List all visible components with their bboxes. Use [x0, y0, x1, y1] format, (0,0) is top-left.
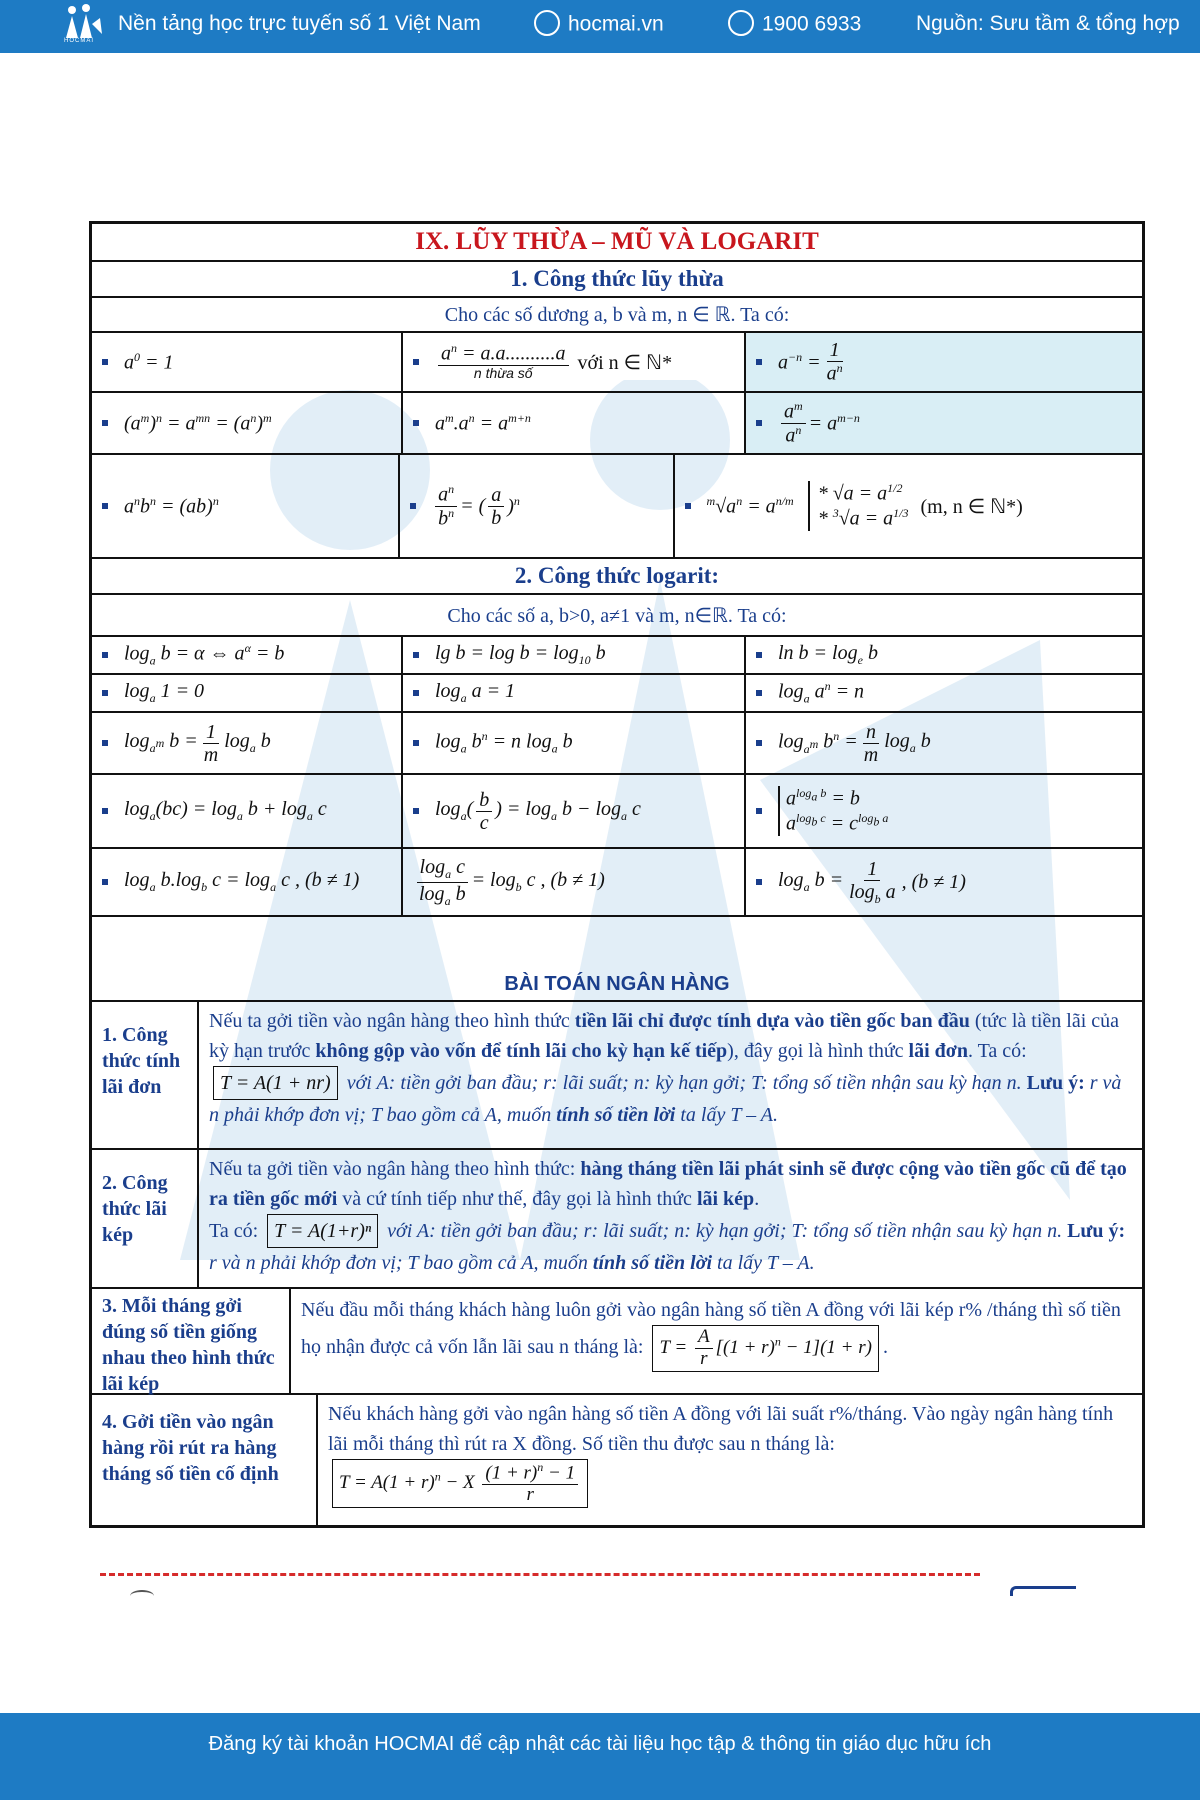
formula-cell: $a^m.a^n = a^{m+n}$ — [403, 393, 746, 453]
formula-cell: $a^0 = 1$ — [92, 333, 403, 391]
hocmai-logo[interactable] — [62, 4, 106, 48]
footer-bar — [0, 1713, 1200, 1800]
bullet-icon — [756, 808, 762, 814]
bullet-icon — [756, 690, 762, 696]
formula-cell: $^m√a^n = a^{n/m}$ * $√a = a^{1/2}$ * $^3√a = a^{1/3}$ (m, n ∈ ℕ*) — [675, 455, 1142, 557]
formula-cell: $\ln b = \log_e b$ — [746, 637, 1142, 673]
header-phone[interactable] — [728, 12, 861, 38]
header-slogan: Nền tảng học trực tuyến số 1 Việt Nam — [118, 12, 481, 35]
bullet-icon — [410, 503, 416, 509]
bullet-icon — [102, 359, 108, 365]
formula-cell: $\log_a b.\log_b$ $c = \log_a c$ , (b ≠ 1) — [92, 849, 403, 915]
bullet-icon — [102, 740, 108, 746]
bank-label-monthly: 3. Mỗi tháng gởi đúng số tiền giống nhau theo hình thức lãi kép — [92, 1289, 291, 1393]
header-bar — [0, 0, 1200, 53]
footer-text: Đăng ký tài khoản HOCMAI để cập nhật các tài liệu học tập & thông tin giáo dục hữu ích — [208, 1733, 992, 1755]
section-title: IX. LŨY THỪA – MŨ VÀ LOGARIT — [415, 228, 819, 255]
bullet-icon — [756, 879, 762, 885]
header-source: Nguồn: Sưu tầm & tổng hợp — [916, 12, 1180, 35]
bullet-icon — [413, 420, 419, 426]
phone-icon — [728, 10, 754, 36]
bullet-icon — [102, 808, 108, 814]
decorative-corner-icon — [1010, 1586, 1076, 1596]
globe-icon — [534, 10, 560, 36]
bank-label-simple: 1. Công thức tính lãi đơn — [92, 1002, 199, 1148]
formula-cell: $\log_{a^m} b$ = $\frac{1}{m}$ $\log_a b$ — [92, 713, 403, 773]
formula-cell: $\frac{a^n = a.a..........a}{\text{n thừa số}}$ với n ∈ ℕ* — [403, 333, 746, 391]
formula-cell: $\frac{\log_a c}{\log_a b}$ = $\log_b c$ , (b ≠ 1) — [403, 849, 746, 915]
formula-cell: $a^nb^n = (ab)^n$ — [92, 455, 400, 557]
formula-cell: $\log_a$( $\frac{b}{c}$ ) = $\log_a b - \log_a c$ — [403, 775, 746, 847]
log-title: 2. Công thức logarit: — [514, 563, 720, 588]
dashed-divider — [100, 1573, 980, 1576]
bullet-icon — [102, 690, 108, 696]
bank-label-compound: 2. Công thức lãi kép — [92, 1150, 199, 1287]
formula-cell: $a^{log_a b} = b$ $a^{log_b c} = c^{log_b a}$ — [746, 775, 1142, 847]
simple-interest-formula: T = A(1 + nr) — [213, 1066, 338, 1100]
formula-cell: $\frac{a^m}{a^n}$ = $a^{m-n}$ — [746, 393, 1142, 453]
n-times-label: n thừa số — [473, 365, 533, 382]
formula-cell: $\lg b = \log b = \log_{10} b$ — [403, 637, 746, 673]
bullet-icon — [102, 503, 108, 509]
formula-cell: $(a^m)^n = a^{mn} = (a^n)^m$ — [92, 393, 403, 453]
bullet-icon — [413, 740, 419, 746]
power-condition: Cho các số dương a, b và m, n ∈ ℝ. Ta có: — [444, 304, 790, 326]
formula-cell: $\log_a b$ = $\frac{1}{\log_b a}$ , (b ≠ 1) — [746, 849, 1142, 915]
bullet-icon — [756, 652, 762, 658]
log-condition: Cho các số a, b>0, a≠1 và m, n∈ℝ. Ta có: — [447, 604, 787, 627]
bank-title: BÀI TOÁN NGÂN HÀNG — [504, 973, 730, 995]
bullet-icon — [413, 690, 419, 696]
bank-label-withdraw: 4. Gởi tiền vào ngân hàng rồi rút ra hàng tháng số tiền cố định — [92, 1395, 318, 1525]
bullet-icon — [102, 420, 108, 426]
bank-text-compound: Nếu ta gởi tiền vào ngân hàng theo hình thức: hàng tháng tiền lãi phát sinh sẽ được cộng vào tiền gốc cũ để tạo ra tiền gốc mới và cứ tính tiếp như thế, đây gọi là hình thức lãi kép. Ta có: T = A(1+r)ⁿ với A: tiền gởi ban đầu; r: lãi suất; n: kỳ hạn gởi; T: tổng số tiền nhận sau kỳ hạn n. Lưu ý: r và n phải khớp đơn vị; T bao gồm cả A, muốn tính số tiền lời ta lấy T – A. — [209, 1158, 1127, 1274]
with-n-label: với n ∈ ℕ* — [577, 351, 673, 374]
formula-cell: $a^{-n}$ = $\frac{1}{a^n}$ — [746, 333, 1142, 391]
formula-cell: $\log_a b^n = n$ $\log_a b$ — [403, 713, 746, 773]
bullet-icon — [413, 808, 419, 814]
family-icon — [62, 4, 106, 40]
formula-cell: $\log_a 1 = 0$ — [92, 675, 403, 711]
withdraw-formula: $T = A(1 + r)^n - X$ $\frac{(1 + r)^n - 1}{r}$ — [332, 1459, 588, 1508]
formula-cell: $\log_a b = \alpha$ ⇔ $a^\alpha = b$ — [92, 637, 403, 673]
compound-interest-formula: T = A(1+r)ⁿ — [267, 1214, 378, 1248]
bank-text-monthly: Nếu đầu mỗi tháng khách hàng luôn gởi vào ngân hàng số tiền A đồng với lãi kép r% /tháng thì số tiền họ nhận được cả vốn lẫn lãi sau n tháng là: T = $\frac{A}{r}$ $[(1 + r)^n - 1](1 + r)$ . — [291, 1289, 1142, 1393]
formula-cell: $\log_a(bc) = \log_a b + \log_a c$ — [92, 775, 403, 847]
bullet-icon — [756, 359, 762, 365]
bullet-icon — [102, 879, 108, 885]
phone-label: 1900 6933 — [762, 12, 862, 36]
formula-sheet — [89, 221, 1145, 1528]
bullet-icon — [756, 740, 762, 746]
bank-text-simple: Nếu ta gởi tiền vào ngân hàng theo hình thức tiền lãi chỉ được tính dựa vào tiền gốc ban đầu (tức là tiền lãi của kỳ hạn trước không gộp vào vốn để tính lãi cho kỳ hạn kế tiếp), đây gọi là hình thức lãi đơn. Ta có: T = A(1 + nr) với A: tiền gởi ban đầu; r: lãi suất; n: kỳ hạn gởi; T: tổng số tiền nhận sau kỳ hạn n. Lưu ý: r và n phải khớp đơn vị; T bao gồm cả A, muốn tính số tiền lời ta lấy T – A. — [209, 1010, 1122, 1126]
header-website[interactable] — [534, 12, 664, 38]
formula-cell: $\log_a a = 1$ — [403, 675, 746, 711]
formula-cell: $\frac{a^n}{b^n}$ = ( $\frac{a}{b}$ )$^n$ — [400, 455, 674, 557]
bullet-icon — [413, 359, 419, 365]
power-title: 1. Công thức lũy thừa — [510, 266, 724, 291]
decorative-arc-icon — [130, 1590, 154, 1602]
bullet-icon — [413, 652, 419, 658]
formula-cell: $\log_a a^n = n$ — [746, 675, 1142, 711]
root-condition: (m, n ∈ ℕ*) — [920, 495, 1023, 518]
formula-cell: $\log_{a^m} b^n$ = $\frac{n}{m}$ $\log_a b$ — [746, 713, 1142, 773]
bullet-icon — [685, 503, 691, 509]
logo-text: HOCMAI — [64, 38, 94, 44]
bullet-icon — [756, 420, 762, 426]
website-label: hocmai.vn — [568, 12, 664, 36]
monthly-deposit-formula: T = $\frac{A}{r}$ $[(1 + r)^n - 1](1 + r)$ — [652, 1325, 879, 1372]
bank-text-withdraw: Nếu khách hàng gởi vào ngân hàng số tiền A đồng với lãi suất r%/tháng. Vào ngày ngân hàng tính lãi mỗi tháng thì rút ra X đồng. Số tiền thu được sau n tháng là: $T = A(1 + r)^n - X$ $\frac{(1 + r)^n - 1}{r}$ — [318, 1395, 1142, 1525]
bullet-icon — [102, 652, 108, 658]
